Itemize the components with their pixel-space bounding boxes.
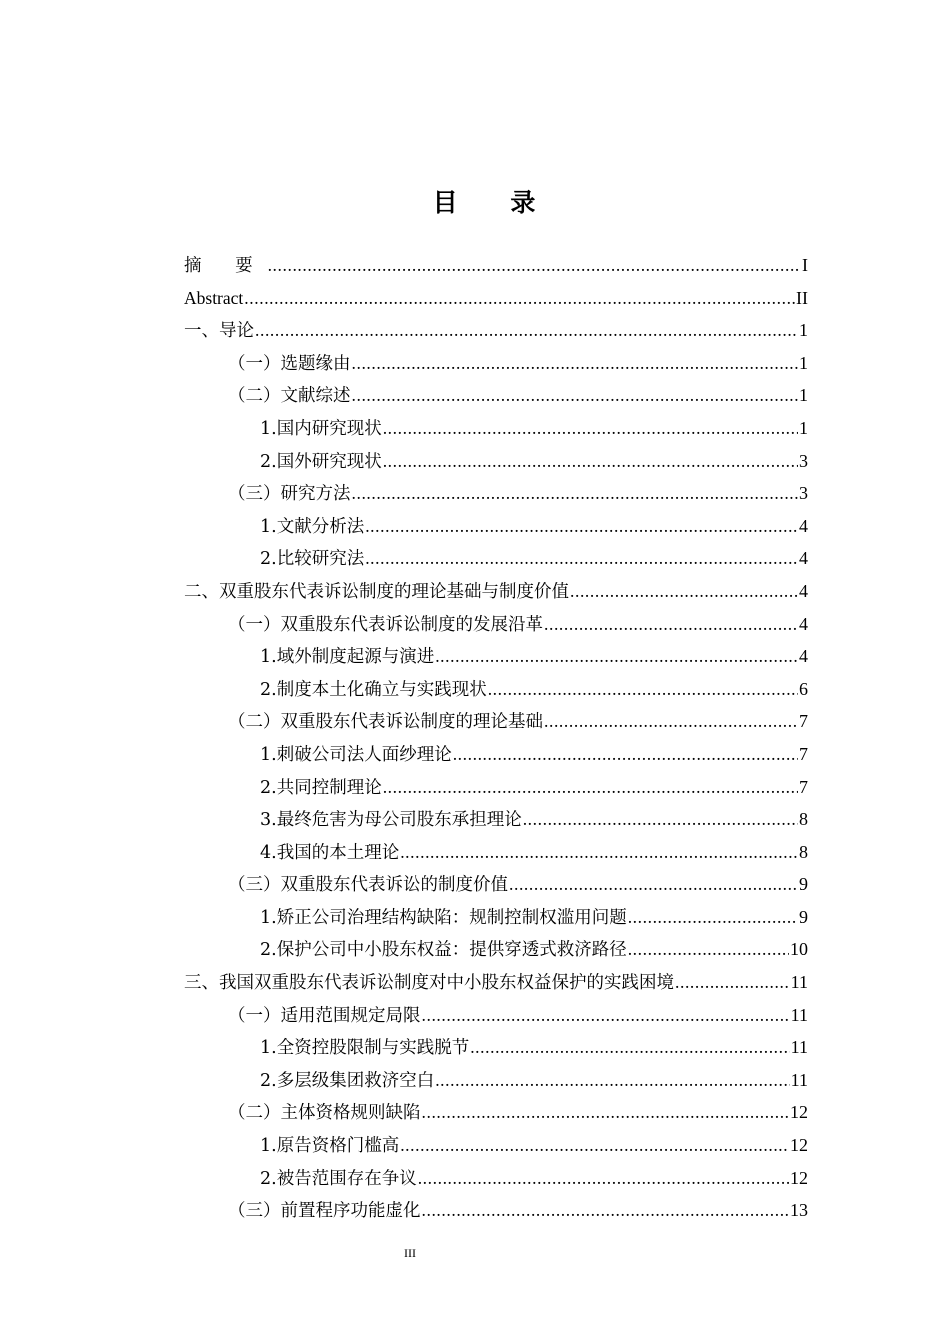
toc-entry[interactable] — [184, 1096, 808, 1129]
toc-entry-label: 摘 要 — [184, 256, 267, 276]
toc-leader-dots — [523, 803, 798, 836]
toc-entry-page: 8 — [799, 809, 808, 830]
toc-leader-dots — [453, 738, 798, 771]
toc-entry-label: 二、双重股东代表诉讼制度的理论基础与制度价值 — [184, 581, 569, 602]
toc-entry[interactable] — [184, 608, 808, 641]
toc-entry[interactable] — [184, 640, 808, 673]
toc-entry-page: 4 — [799, 548, 808, 569]
toc-entry-label: 2.多层级集团救济空白 — [260, 1070, 435, 1091]
toc-leader-dots — [422, 1194, 790, 1227]
toc-leader-dots — [383, 771, 798, 804]
toc-entry-page: 1 — [799, 352, 808, 373]
table-of-contents — [184, 249, 808, 1227]
toc-entry-page: 7 — [799, 776, 808, 797]
toc-leader-dots — [628, 901, 798, 934]
toc-entry-page: 11 — [790, 1069, 808, 1090]
toc-leader-dots — [509, 868, 798, 901]
toc-entry[interactable] — [184, 1031, 808, 1064]
toc-entry-page: 12 — [790, 1102, 808, 1123]
toc-leader-dots — [365, 542, 798, 575]
toc-entry-page: 12 — [790, 1167, 808, 1188]
toc-entry[interactable] — [184, 901, 808, 934]
toc-entry[interactable] — [184, 771, 808, 804]
toc-entry[interactable] — [184, 477, 808, 510]
toc-leader-dots — [422, 1096, 790, 1129]
toc-entry-page: 11 — [790, 1004, 808, 1025]
toc-entry-label: 1.矫正公司治理结构缺陷：规制控制权滥用问题 — [260, 907, 627, 928]
toc-entry[interactable] — [184, 542, 808, 575]
toc-entry-label: 一、导论 — [184, 321, 254, 342]
toc-entry-label: 4.我国的本土理论 — [260, 842, 400, 863]
toc-entry[interactable] — [184, 738, 808, 771]
toc-entry-page: I — [802, 255, 808, 275]
toc-entry-label: 1.原告资格门槛高 — [260, 1136, 400, 1157]
toc-leader-dots — [544, 705, 798, 738]
toc-entry[interactable] — [184, 803, 808, 836]
toc-entry-label: （一）选题缘由 — [228, 353, 351, 374]
toc-entry[interactable] — [184, 705, 808, 738]
toc-entry-label: （三）双重股东代表诉讼的制度价值 — [228, 875, 508, 896]
toc-entry-label: 2.国外研究现状 — [260, 451, 382, 472]
toc-leader-dots — [544, 608, 798, 641]
toc-leader-dots — [352, 347, 799, 380]
toc-leader-dots — [365, 510, 798, 543]
toc-entry-label: 2.被告范围存在争议 — [260, 1168, 417, 1189]
toc-entry-label: （一）适用范围规定局限 — [228, 1005, 421, 1026]
toc-entry-page: 9 — [799, 874, 808, 895]
toc-entry-page: 4 — [799, 646, 808, 667]
toc-entry-label: （三）前置程序功能虚化 — [228, 1201, 421, 1222]
toc-leader-dots — [400, 836, 798, 869]
toc-leader-dots — [628, 933, 789, 966]
toc-entry-label: （二）双重股东代表诉讼制度的理论基础 — [228, 712, 543, 733]
toc-entry[interactable] — [184, 412, 808, 445]
toc-entry-page: II — [796, 287, 808, 308]
toc-entry[interactable] — [184, 282, 808, 315]
toc-entry-label: 1.文献分析法 — [260, 516, 365, 537]
toc-entry[interactable] — [184, 1129, 808, 1162]
toc-entry-page: 1 — [799, 417, 808, 438]
toc-entry[interactable] — [184, 933, 808, 966]
toc-leader-dots — [488, 673, 798, 706]
toc-leader-dots — [570, 575, 798, 608]
toc-entry-label: 三、我国双重股东代表诉讼制度对中小股东权益保护的实践困境 — [184, 973, 674, 994]
toc-entry[interactable] — [184, 673, 808, 706]
toc-entry[interactable] — [184, 445, 808, 478]
toc-entry-page: 12 — [790, 1135, 808, 1156]
toc-leader-dots — [418, 1162, 789, 1195]
toc-entry-label: 2.保护公司中小股东权益：提供穿透式救济路径 — [260, 940, 627, 961]
toc-entry-page: 11 — [790, 972, 808, 993]
toc-entry-label: 1.全资控股限制与实践脱节 — [260, 1038, 470, 1059]
toc-entry-page: 7 — [799, 743, 808, 764]
toc-leader-dots — [435, 1064, 789, 1097]
toc-entry-label: 1.刺破公司法人面纱理论 — [260, 744, 452, 765]
toc-entry-page: 3 — [799, 450, 808, 471]
toc-entry[interactable] — [184, 379, 808, 412]
toc-entry[interactable] — [184, 575, 808, 608]
toc-entry-page: 10 — [790, 939, 808, 960]
toc-entry[interactable] — [184, 1064, 808, 1097]
toc-entry[interactable] — [184, 347, 808, 380]
toc-entry-page: 6 — [799, 678, 808, 699]
toc-entry[interactable] — [184, 510, 808, 543]
toc-entry[interactable] — [184, 999, 808, 1032]
toc-entry[interactable] — [184, 868, 808, 901]
toc-leader-dots — [470, 1031, 789, 1064]
toc-leader-dots — [675, 966, 790, 999]
toc-entry-label: Abstract — [184, 287, 244, 308]
toc-entry-page: 13 — [790, 1200, 808, 1221]
page-number-footer: III — [404, 1246, 416, 1260]
toc-entry[interactable] — [184, 314, 808, 347]
toc-leader-dots — [435, 640, 798, 673]
toc-entry-label: 2.制度本土化确立与实践现状 — [260, 679, 487, 700]
toc-entry-page: 4 — [799, 580, 808, 601]
toc-entry-label: 2.共同控制理论 — [260, 777, 382, 798]
toc-entry-label: （三）研究方法 — [228, 484, 351, 505]
toc-entry-label: 2.比较研究法 — [260, 549, 365, 570]
toc-entry-label: 3.最终危害为母公司股东承担理论 — [260, 810, 522, 831]
toc-entry-page: 4 — [799, 613, 808, 634]
toc-entry-page: 4 — [799, 515, 808, 536]
toc-entry[interactable] — [184, 966, 808, 999]
toc-entry-label: （一）双重股东代表诉讼制度的发展沿革 — [228, 614, 543, 635]
toc-entry-label: 1.域外制度起源与演进 — [260, 647, 435, 668]
toc-leader-dots — [400, 1129, 789, 1162]
toc-leader-dots — [383, 412, 798, 445]
toc-entry-page: 7 — [799, 711, 808, 732]
toc-entry-page: 11 — [790, 1037, 808, 1058]
toc-entry-page: 8 — [799, 841, 808, 862]
toc-leader-dots — [352, 477, 799, 510]
toc-leader-dots — [268, 249, 801, 282]
toc-entry-page: 1 — [799, 385, 808, 406]
toc-entry[interactable] — [184, 1194, 808, 1227]
toc-title: 目 录 — [432, 188, 558, 217]
toc-entry[interactable] — [184, 249, 808, 282]
toc-entry[interactable] — [184, 836, 808, 869]
toc-entry-page: 9 — [799, 906, 808, 927]
toc-entry-label: 1.国内研究现状 — [260, 418, 382, 439]
toc-entry[interactable] — [184, 1162, 808, 1195]
toc-leader-dots — [383, 445, 798, 478]
toc-leader-dots — [352, 379, 799, 412]
toc-entry-label: （二）文献综述 — [228, 386, 351, 407]
toc-entry-page: 3 — [799, 483, 808, 504]
toc-entry-page: 1 — [799, 320, 808, 341]
toc-leader-dots — [255, 314, 798, 347]
toc-leader-dots — [244, 282, 795, 315]
toc-entry-label: （二）主体资格规则缺陷 — [228, 1103, 421, 1124]
toc-leader-dots — [422, 999, 790, 1032]
